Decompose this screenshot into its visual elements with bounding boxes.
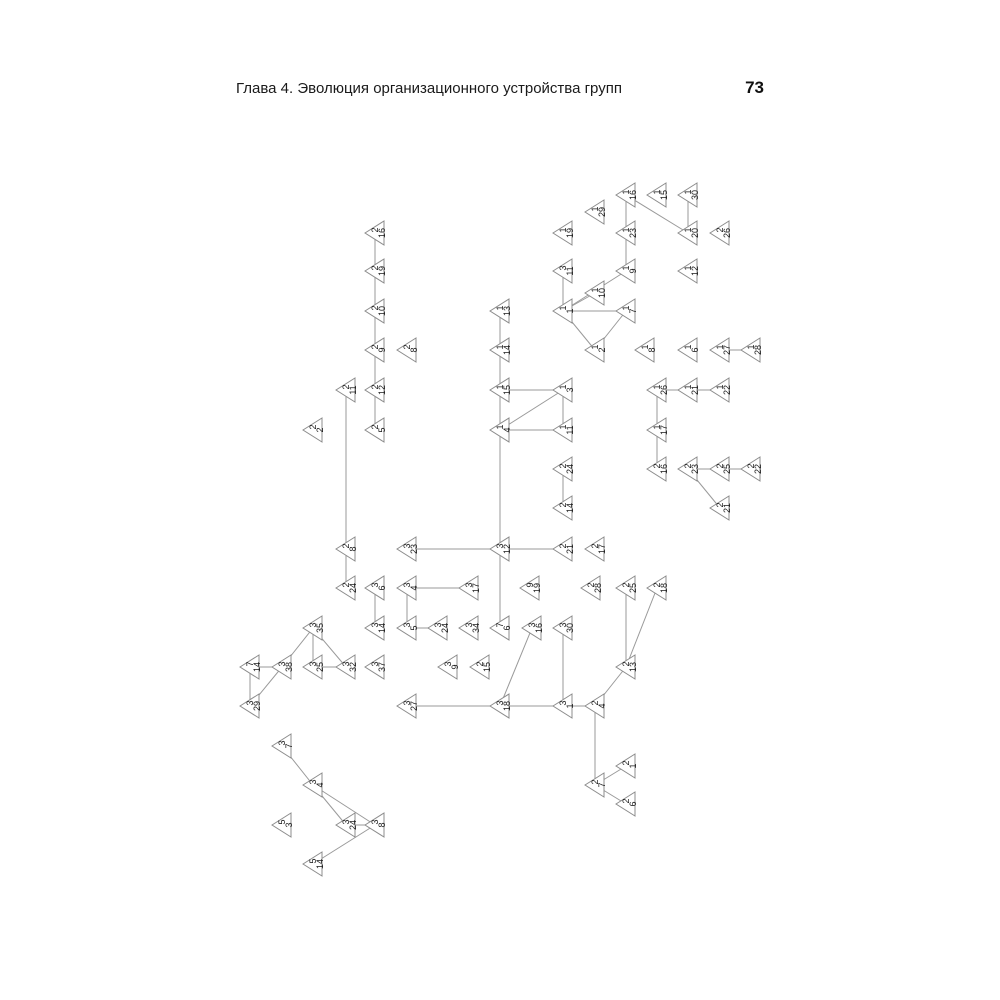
- node-label-bottom: 10: [377, 305, 387, 317]
- node-label-top: 3: [341, 661, 351, 667]
- group-node: [553, 299, 575, 323]
- node-label-top: 3: [308, 779, 318, 785]
- group-node: [303, 852, 325, 876]
- node-label-bottom: 28: [593, 582, 603, 594]
- node-label-bottom: 25: [722, 463, 732, 475]
- node-label-bottom: 9: [450, 664, 460, 670]
- group-node: [365, 221, 387, 245]
- node-label-top: 2: [746, 463, 756, 469]
- node-label-top: 3: [370, 622, 380, 628]
- group-node: [470, 655, 492, 679]
- group-node: [553, 457, 575, 481]
- node-label-top: 5: [308, 858, 318, 864]
- node-label-top: 3: [558, 700, 568, 706]
- group-node: [553, 537, 575, 561]
- group-node: [585, 281, 607, 305]
- node-label-bottom: 26: [659, 384, 669, 396]
- node-label-top: 3: [370, 582, 380, 588]
- node-label-bottom: 16: [659, 463, 669, 475]
- group-node: [365, 338, 387, 362]
- node-label-bottom: 1: [565, 308, 575, 314]
- edge-n50-n52: [500, 628, 532, 706]
- group-node: [678, 221, 700, 245]
- group-node: [678, 259, 700, 283]
- group-node: [616, 183, 638, 207]
- node-label-top: 7: [495, 622, 505, 628]
- node-label-bottom: 12: [502, 543, 512, 555]
- group-node: [678, 338, 700, 362]
- node-label-bottom: 17: [471, 582, 481, 594]
- node-label-bottom: 38: [284, 661, 294, 673]
- node-label-bottom: 24: [565, 463, 575, 475]
- node-label-top: 3: [558, 265, 568, 271]
- node-label-top: 3: [402, 700, 412, 706]
- node-label-top: 1: [640, 344, 650, 350]
- group-node: [585, 200, 607, 224]
- node-label-top: 2: [402, 344, 412, 350]
- edges-layer: [250, 195, 751, 864]
- group-node: [365, 299, 387, 323]
- group-node: [647, 576, 669, 600]
- node-label-top: 2: [590, 543, 600, 549]
- node-label-top: 3: [402, 582, 412, 588]
- node-label-top: 1: [683, 227, 693, 233]
- node-label-bottom: 19: [532, 582, 542, 594]
- node-label-bottom: 26: [722, 227, 732, 239]
- node-label-bottom: 8: [647, 347, 657, 353]
- group-node: [490, 299, 512, 323]
- node-label-bottom: 18: [659, 582, 669, 594]
- node-label-bottom: 16: [534, 622, 544, 634]
- node-label-top: 2: [586, 582, 596, 588]
- node-label-bottom: 2: [597, 347, 607, 353]
- node-label-top: 1: [558, 305, 568, 311]
- group-node: [710, 378, 732, 402]
- node-label-top: 2: [308, 424, 318, 430]
- node-label-bottom: 7: [597, 782, 607, 788]
- node-label-top: 2: [341, 543, 351, 549]
- node-label-top: 1: [746, 344, 756, 350]
- node-label-bottom: 24: [348, 582, 358, 594]
- node-label-top: 1: [621, 265, 631, 271]
- node-label-top: 1: [652, 384, 662, 390]
- group-node: [428, 616, 450, 640]
- group-node: [365, 576, 387, 600]
- node-label-bottom: 15: [659, 189, 669, 201]
- node-label-bottom: 13: [628, 661, 638, 673]
- node-label-bottom: 21: [565, 543, 575, 555]
- node-label-bottom: 6: [502, 625, 512, 631]
- node-label-top: 3: [277, 661, 287, 667]
- group-node: [585, 773, 607, 797]
- node-label-top: 2: [715, 227, 725, 233]
- node-label-bottom: 22: [753, 463, 763, 475]
- node-label-top: 1: [495, 344, 505, 350]
- group-node: [647, 457, 669, 481]
- group-node: [553, 378, 575, 402]
- node-label-top: 1: [590, 206, 600, 212]
- node-label-top: 5: [277, 819, 287, 825]
- group-node: [365, 813, 387, 837]
- node-label-top: 1: [590, 344, 600, 350]
- group-node: [365, 259, 387, 283]
- node-label-bottom: 29: [252, 700, 262, 712]
- node-label-top: 3: [277, 740, 287, 746]
- node-label-bottom: 34: [471, 622, 481, 634]
- group-node: [647, 418, 669, 442]
- node-label-top: 2: [475, 661, 485, 667]
- node-label-bottom: 8: [409, 347, 419, 353]
- node-label-bottom: 6: [690, 347, 700, 353]
- node-label-top: 2: [558, 502, 568, 508]
- nodes-layer: [240, 183, 763, 876]
- node-label-bottom: 5: [409, 625, 419, 631]
- node-label-top: 1: [683, 344, 693, 350]
- node-label-top: 1: [683, 265, 693, 271]
- node-label-top: 2: [621, 798, 631, 804]
- node-label-bottom: 4: [502, 427, 512, 433]
- node-label-bottom: 17: [659, 424, 669, 436]
- node-label-bottom: 11: [565, 266, 575, 276]
- node-label-bottom: 4: [597, 703, 607, 709]
- node-label-bottom: 9: [377, 347, 387, 353]
- group-node: [616, 576, 638, 600]
- group-node: [438, 655, 460, 679]
- node-label-top: 1: [715, 384, 725, 390]
- node-label-bottom: 19: [377, 265, 387, 277]
- node-label-bottom: 32: [348, 661, 358, 673]
- node-label-bottom: 5: [377, 427, 387, 433]
- node-label-bottom: 18: [502, 700, 512, 712]
- node-label-top: 1: [558, 227, 568, 233]
- group-node: [397, 576, 419, 600]
- group-node: [741, 338, 763, 362]
- group-node: [397, 537, 419, 561]
- node-label-top: 9: [525, 582, 535, 588]
- node-label-top: 3: [433, 622, 443, 628]
- node-label-top: 3: [495, 543, 505, 549]
- group-node: [553, 496, 575, 520]
- node-label-bottom: 11: [348, 385, 358, 395]
- node-label-top: 3: [495, 700, 505, 706]
- node-label-top: 2: [683, 463, 693, 469]
- node-label-bottom: 16: [377, 227, 387, 239]
- group-node: [678, 183, 700, 207]
- node-label-top: 2: [558, 543, 568, 549]
- node-label-bottom: 30: [690, 189, 700, 201]
- node-label-top: 1: [621, 227, 631, 233]
- node-label-bottom: 8: [348, 546, 358, 552]
- node-label-top: 2: [370, 265, 380, 271]
- group-node: [585, 537, 607, 561]
- node-label-top: 1: [652, 424, 662, 430]
- group-node: [520, 576, 542, 600]
- node-label-bottom: 17: [597, 543, 607, 555]
- node-label-bottom: 30: [565, 622, 575, 634]
- node-label-top: 2: [558, 463, 568, 469]
- group-node: [581, 576, 603, 600]
- group-node: [678, 378, 700, 402]
- group-node: [585, 694, 607, 718]
- group-node: [336, 378, 358, 402]
- node-label-bottom: 27: [409, 700, 419, 712]
- group-node: [459, 616, 481, 640]
- page-number: 73: [745, 78, 764, 97]
- node-label-top: 2: [715, 463, 725, 469]
- node-label-bottom: 24: [348, 819, 358, 831]
- group-node: [635, 338, 657, 362]
- node-label-top: 2: [370, 344, 380, 350]
- node-label-bottom: 25: [628, 582, 638, 594]
- node-label-top: 3: [558, 622, 568, 628]
- group-node: [647, 378, 669, 402]
- node-label-bottom: 21: [722, 502, 732, 514]
- node-label-top: 1: [495, 424, 505, 430]
- group-node: [240, 655, 262, 679]
- node-label-top: 2: [370, 227, 380, 233]
- node-label-top: 2: [590, 779, 600, 785]
- node-label-bottom: 14: [377, 622, 387, 634]
- node-label-bottom: 9: [628, 268, 638, 274]
- group-node: [490, 616, 512, 640]
- node-label-top: 2: [621, 760, 631, 766]
- node-label-bottom: 25: [315, 661, 325, 673]
- node-label-bottom: 37: [377, 661, 387, 673]
- group-node: [397, 694, 419, 718]
- node-label-top: 2: [341, 582, 351, 588]
- group-node: [553, 418, 575, 442]
- group-node: [240, 694, 262, 718]
- node-label-top: 3: [402, 622, 412, 628]
- group-node: [647, 183, 669, 207]
- node-label-bottom: 2: [315, 427, 325, 433]
- node-label-top: 2: [652, 582, 662, 588]
- node-label-bottom: 24: [440, 622, 450, 634]
- node-label-bottom: 15: [502, 384, 512, 396]
- node-label-top: 3: [443, 661, 453, 667]
- node-label-top: 2: [715, 502, 725, 508]
- node-label-bottom: 8: [377, 822, 387, 828]
- node-label-bottom: 10: [597, 287, 607, 299]
- node-label-top: 2: [370, 384, 380, 390]
- group-node: [553, 221, 575, 245]
- group-node: [553, 694, 575, 718]
- group-node: [490, 694, 512, 718]
- node-label-top: 3: [308, 622, 318, 628]
- node-label-top: 2: [590, 700, 600, 706]
- group-node: [459, 576, 481, 600]
- group-node: [272, 813, 294, 837]
- group-node: [397, 616, 419, 640]
- group-node: [616, 259, 638, 283]
- group-node: [678, 457, 700, 481]
- node-label-top: 1: [715, 344, 725, 350]
- node-label-top: 3: [464, 622, 474, 628]
- node-label-bottom: 1: [565, 703, 575, 709]
- group-node: [490, 378, 512, 402]
- group-node: [616, 221, 638, 245]
- node-label-top: 2: [652, 463, 662, 469]
- node-label-bottom: 4: [409, 585, 419, 591]
- node-label-top: 3: [341, 819, 351, 825]
- node-label-bottom: 1: [628, 763, 638, 769]
- group-node: [336, 576, 358, 600]
- node-label-top: 3: [370, 819, 380, 825]
- node-label-bottom: 23: [690, 463, 700, 475]
- node-label-top: 3: [527, 622, 537, 628]
- group-node: [490, 338, 512, 362]
- node-label-top: 7: [245, 661, 255, 667]
- group-node: [616, 792, 638, 816]
- node-label-top: 1: [621, 305, 631, 311]
- node-label-bottom: 13: [502, 305, 512, 317]
- node-label-bottom: 27: [722, 344, 732, 356]
- node-label-bottom: 29: [597, 206, 607, 218]
- chapter-title: Глава 4. Эволюция организационного устройства групп: [236, 80, 622, 97]
- group-node: [741, 457, 763, 481]
- node-label-bottom: 3: [565, 387, 575, 393]
- node-label-bottom: 15: [482, 661, 492, 673]
- group-node: [365, 616, 387, 640]
- node-label-bottom: 14: [315, 858, 325, 870]
- node-label-top: 3: [308, 661, 318, 667]
- node-label-bottom: 22: [722, 384, 732, 396]
- group-node: [365, 418, 387, 442]
- group-node: [490, 537, 512, 561]
- node-label-bottom: 6: [628, 801, 638, 807]
- group-node: [710, 457, 732, 481]
- node-label-top: 2: [370, 305, 380, 311]
- node-label-bottom: 12: [690, 265, 700, 277]
- node-label-bottom: 20: [690, 227, 700, 239]
- group-node: [553, 259, 575, 283]
- node-label-top: 1: [683, 189, 693, 195]
- group-node: [490, 418, 512, 442]
- node-label-top: 2: [341, 384, 351, 390]
- group-node: [522, 616, 544, 640]
- node-label-bottom: 11: [565, 425, 575, 435]
- node-label-bottom: 7: [284, 743, 294, 749]
- node-label-top: 3: [245, 700, 255, 706]
- node-label-top: 1: [558, 384, 568, 390]
- group-node: [303, 655, 325, 679]
- node-label-top: 2: [621, 582, 631, 588]
- node-label-top: 1: [495, 305, 505, 311]
- node-label-bottom: 28: [753, 344, 763, 356]
- node-label-bottom: 14: [502, 344, 512, 356]
- node-label-top: 1: [683, 384, 693, 390]
- group-node: [272, 734, 294, 758]
- node-label-bottom: 3: [284, 822, 294, 828]
- node-label-bottom: 6: [377, 585, 387, 591]
- node-label-top: 1: [558, 424, 568, 430]
- node-label-top: 1: [621, 189, 631, 195]
- group-node: [553, 616, 575, 640]
- node-label-bottom: 23: [409, 543, 419, 555]
- node-label-bottom: 7: [628, 308, 638, 314]
- edge-n56-n55: [626, 588, 657, 667]
- node-label-bottom: 16: [628, 189, 638, 201]
- node-label-bottom: 35: [315, 622, 325, 634]
- group-node: [710, 221, 732, 245]
- node-label-bottom: 21: [690, 384, 700, 396]
- group-node: [710, 338, 732, 362]
- group-node: [336, 537, 358, 561]
- node-label-top: 3: [402, 543, 412, 549]
- node-label-top: 1: [495, 384, 505, 390]
- node-label-top: 2: [621, 661, 631, 667]
- node-label-top: 2: [370, 424, 380, 430]
- node-label-bottom: 12: [377, 384, 387, 396]
- group-node: [365, 378, 387, 402]
- node-label-bottom: 14: [252, 661, 262, 673]
- group-node: [303, 418, 325, 442]
- group-node: [616, 754, 638, 778]
- node-label-top: 3: [464, 582, 474, 588]
- node-label-top: 3: [370, 661, 380, 667]
- node-label-bottom: 19: [565, 227, 575, 239]
- group-node: [397, 338, 419, 362]
- group-node: [365, 655, 387, 679]
- node-label-top: 1: [652, 189, 662, 195]
- node-label-bottom: 14: [565, 502, 575, 514]
- node-label-bottom: 4: [315, 782, 325, 788]
- node-label-top: 1: [590, 287, 600, 293]
- node-label-bottom: 23: [628, 227, 638, 239]
